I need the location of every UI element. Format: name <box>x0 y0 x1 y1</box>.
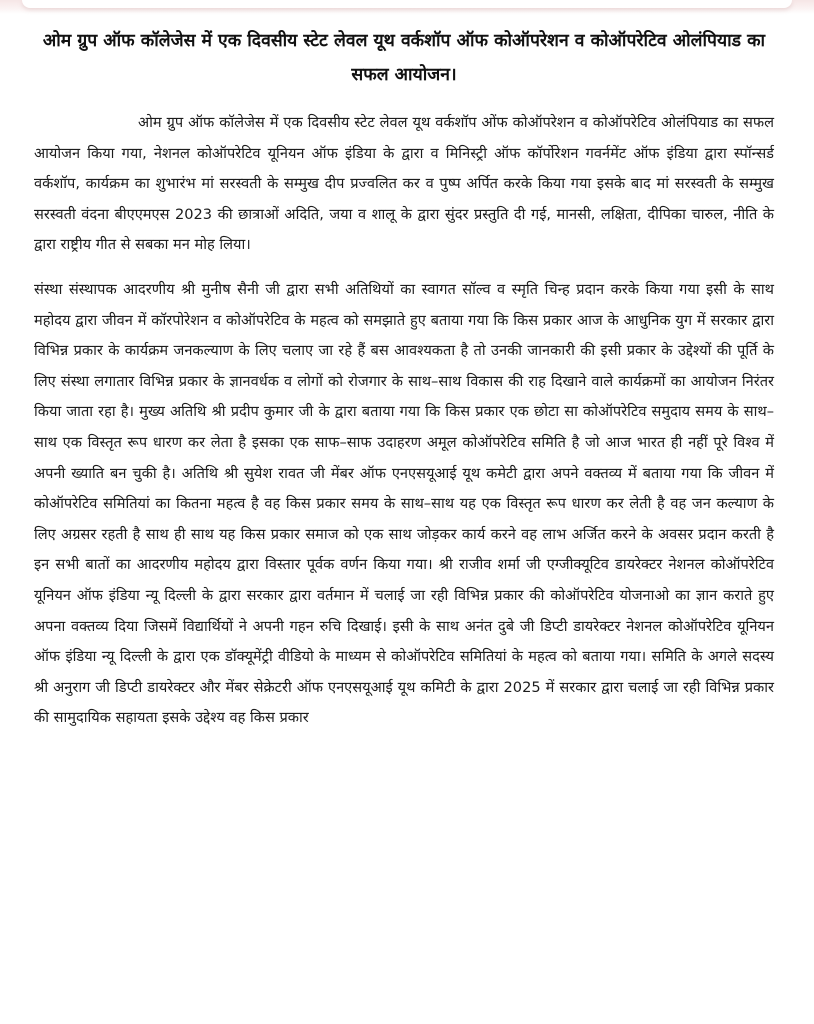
paragraph-inauguration: ओम ग्रुप ऑफ कॉलेजेस में एक दिवसीय स्टेट लेवल यूथ वर्कशॉप ओंफ कोऑपरेशन व कोऑपरेटिव ओलंपियाड का सफल आयोजन किया गया, नेशनल कोऑपरेटिव यूनियन ऑफ इंडिया के द्वारा व मिनिस्ट्री ऑफ कॉर्पोरेशन गवर्नमेंट ऑफ इंडिया द्वारा स्पॉन्सर्ड वर्कशॉप, कार्यक्रम का शुभारंभ मां सरस्वती के सम्मुख दीप प्रज्वलित कर व पुष्प अर्पित करके किया गया इसके बाद मां सरस्वती के सम्मुख सरस्वती वंदना बीएएमएस 2023 की छात्राओं अदिति, जया व शालू के द्वारा सुंदर प्रस्तुति दी गई, मानसी, लक्षिता, दीपिका चारुल, नीति के द्वारा राष्ट्रीय गीत से सबका मन मोह लिया। <box>34 114 774 254</box>
document-title: ओम ग्रुप ऑफ कॉलेजेस में एक दिवसीय स्टेट लेवल यूथ वर्कशॉप ऑफ कोऑपरेशन व कोऑपरेटिव ओलंपियाड का सफल आयोजन। <box>42 31 766 85</box>
document-page <box>34 24 774 734</box>
paragraph-speeches: संस्था संस्थापक आदरणीय श्री मुनीष सैनी जी द्वारा सभी अतिथियों का स्वागत सॉल्व व स्मृति चिन्ह प्रदान करके किया गया इसी के साथ महोदय द्वारा जीवन में कॉरपोरेशन व कोऑपरेटिव के महत्व को समझाते हुए बताया गया कि किस प्रकार आज के आधुनिक युग में सरकार द्वारा विभिन्न प्रकार के कार्यक्रम जनकल्याण के लिए चलाए जा रहे हैं बस आवश्यकता है तो उनकी जानकारी की इसी प्रकार के उद्देश्यों की पूर्ति के लिए संस्था लगातार विभिन्न प्रकार के ज्ञानवर्धक व लोगों को रोजगार के साथ–साथ विकास की राह दिखाने वाले कार्यक्रमों का आयोजन निरंतर किया जाता रहा है। मुख्य अतिथि श्री प्रदीप कुमार जी के द्वारा बताया गया कि किस प्रकार एक छोटा सा कोऑपरेटिव समुदाय समय के साथ–साथ एक विस्तृत रूप धारण कर लेता है इसका एक साफ–साफ उदाहरण अमूल कोऑपरेटिव समिति है जो आज भारत ही नहीं पूरे विश्व में अपनी ख्याति बन चुकी है। अतिथि श्री सुयेश रावत जी मेंबर ऑफ एनएसयूआई यूथ कमेटी द्वारा अपने वक्तव्य में बताया गया कि जीवन में कोऑपरेटिव समितियां का कितना महत्व है वह किस प्रकार समय के साथ–साथ यह एक विस्तृत रूप धारण कर लेती है वह जन कल्याण के लिए अग्रसर रहती है साथ ही साथ यह किस प्रकार समाज को एक साथ जोड़कर कार्य करने वह लाभ अर्जित करने के अवसर प्रदान करती है इन सभी बातों का आदरणीय महोदय द्वारा विस्तार पूर्वक वर्णन किया गया। श्री राजीव शर्मा जी एग्जीक्यूटिव डायरेक्टर नेशनल कोऑपरेटिव यूनियन ऑफ इंडिया न्यू दिल्ली के द्वारा सरकार द्वारा वर्तमान में चलाई जा रही विभिन्न प्रकार की कोऑपरेटिव योजनाओ का ज्ञान कराते हुए अपना वक्तव्य दिया जिसमें विद्यार्थियों ने अपनी गहन रुचि दिखाई। इसी के साथ अनंत दुबे जी डिप्टी डायरेक्टर नेशनल कोऑपरेटिव यूनियन ऑफ इंडिया न्यू दिल्ली के द्वारा एक डॉक्यूमेंट्री वीडियो के माध्यम से कोऑपरेटिव समितियां के महत्व को बताया गया। समिति के अगले सदस्य श्री अनुराग जी डिप्टी डायरेक्टर और मेंबर सेक्रेटरी ऑफ एनएसयूआई यूथ कमिटी के द्वारा 2025 में सरकार द्वारा चलाई जा रही विभिन्न प्रकार की सामुदायिक सहायता इसके उद्देश्य वह किस प्रकार <box>34 280 774 727</box>
previous-page-edge <box>22 0 792 8</box>
